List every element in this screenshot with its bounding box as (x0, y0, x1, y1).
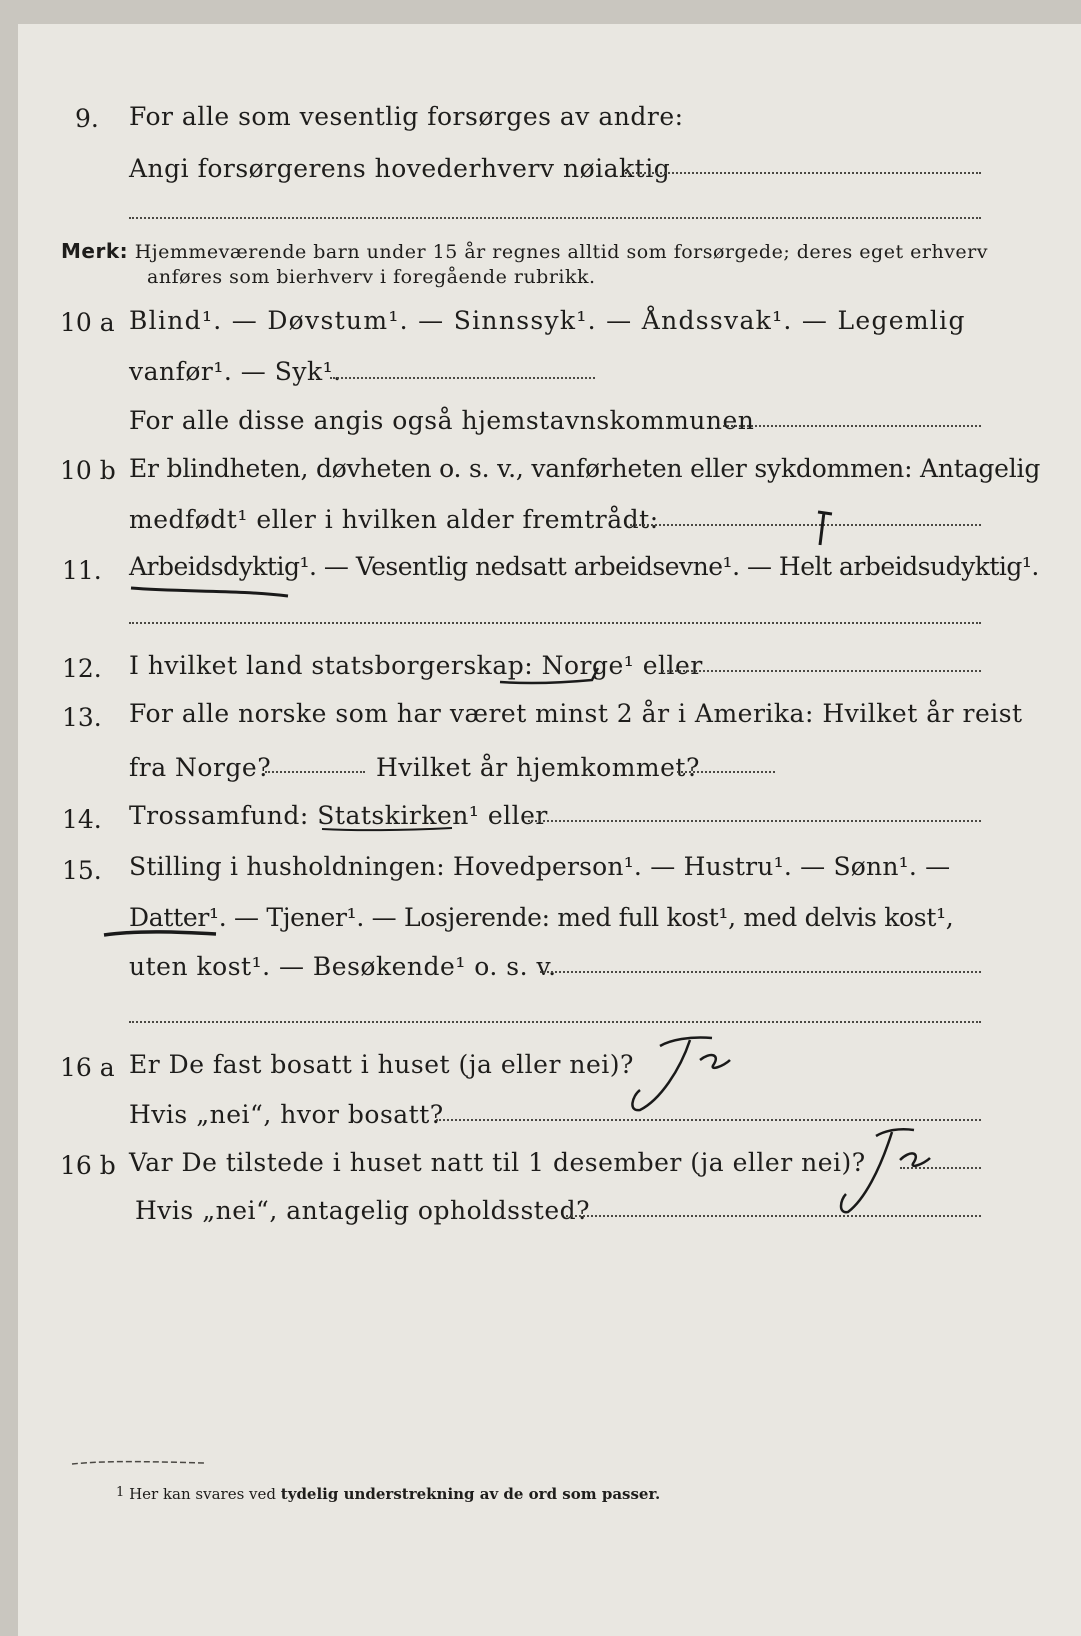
question-10b-line1: Er blindheten, døvheten o. s. v., vanførheten eller sykdommen: Antagelig (129, 454, 1041, 483)
question-13-line2a: fra Norge? (129, 753, 272, 782)
question-16b-line1: Var De tilstede i huset natt til 1 desember (ja eller nei)? (129, 1148, 866, 1177)
footnote-text-b: tydelig understrekning av de ord som passer. (280, 1485, 661, 1503)
merk-line2: anføres som bierhverv i foregående rubrikk. (147, 266, 596, 288)
question-12-number: 12. (62, 654, 102, 683)
question-12-line1: I hvilket land statsborgerskap: Norge¹ eller (129, 651, 703, 680)
question-13-line2b: Hvilket år hjemkommet? (376, 753, 700, 782)
question-10a-line1: Blind¹. — Døvstum¹. — Sinnssyk¹. — Åndssvak¹. — Legemlig (129, 306, 966, 335)
question-15-line2: Datter¹. — Tjener¹. — Losjerende: med full kost¹, med delvis kost¹, (129, 903, 954, 932)
handwritten-ja-16a (632, 1037, 730, 1110)
footnote-text-a: Her kan svares ved (129, 1485, 277, 1503)
underline-arbeidsdyktig (131, 588, 288, 596)
question-13-number: 13. (62, 703, 102, 732)
merk-label: Merk: (61, 239, 129, 263)
question-15-line1: Stilling i husholdningen: Hovedperson¹. — Hustru¹. — Sønn¹. — (129, 852, 951, 881)
footnote-squiggle (72, 1462, 206, 1464)
question-16b-line2: Hvis „nei“, antagelig opholdssted? (135, 1196, 591, 1225)
question-16a-number: 16 a (60, 1053, 115, 1082)
question-16a-line1: Er De fast bosatt i huset (ja eller nei)? (129, 1050, 634, 1079)
question-11-line1: Arbeidsdyktig¹. — Vesentlig nedsatt arbeidsevne¹. — Helt arbeidsudyktig¹. (129, 552, 1039, 581)
stray-mark-10b (818, 512, 832, 545)
question-16b-number: 16 b (60, 1151, 116, 1180)
question-13-line1: For alle norske som har været minst 2 år i Amerika: Hvilket år reist (129, 699, 1023, 728)
question-9-line2: Angi forsørgerens hovederhverv nøiaktig (129, 154, 671, 183)
question-10a-line3: For alle disse angis også hjemstavnskommunen (129, 406, 755, 435)
question-9-number: 9. (75, 104, 99, 133)
question-15-line3: uten kost¹. — Besøkende¹ o. s. v. (129, 952, 557, 981)
question-14-line1: Trossamfund: Statskirken¹ eller (129, 801, 548, 830)
question-11-number: 11. (62, 556, 102, 585)
question-10b-number: 10 b (60, 456, 116, 485)
question-10b-line2: medfødt¹ eller i hvilken alder fremtrådt: (129, 505, 659, 534)
question-15-number: 15. (62, 856, 102, 885)
footnote-marker: 1 (116, 1485, 125, 1500)
merk-line1: Hjemmeværende barn under 15 år regnes alltid som forsørgede; deres eget erhverv (134, 241, 988, 263)
question-9-line1: For alle som vesentlig forsørges av andre: (129, 102, 684, 131)
question-16a-line2: Hvis „nei“, hvor bosatt? (129, 1100, 444, 1129)
underline-norge (500, 668, 598, 683)
question-10a-line2: vanfør¹. — Syk¹. (129, 357, 342, 386)
handwritten-ja-16b (841, 1129, 930, 1212)
underline-datter (104, 932, 216, 935)
question-14-number: 14. (62, 805, 102, 834)
underline-statskirken (322, 828, 452, 830)
question-10a-number: 10 a (60, 308, 115, 337)
